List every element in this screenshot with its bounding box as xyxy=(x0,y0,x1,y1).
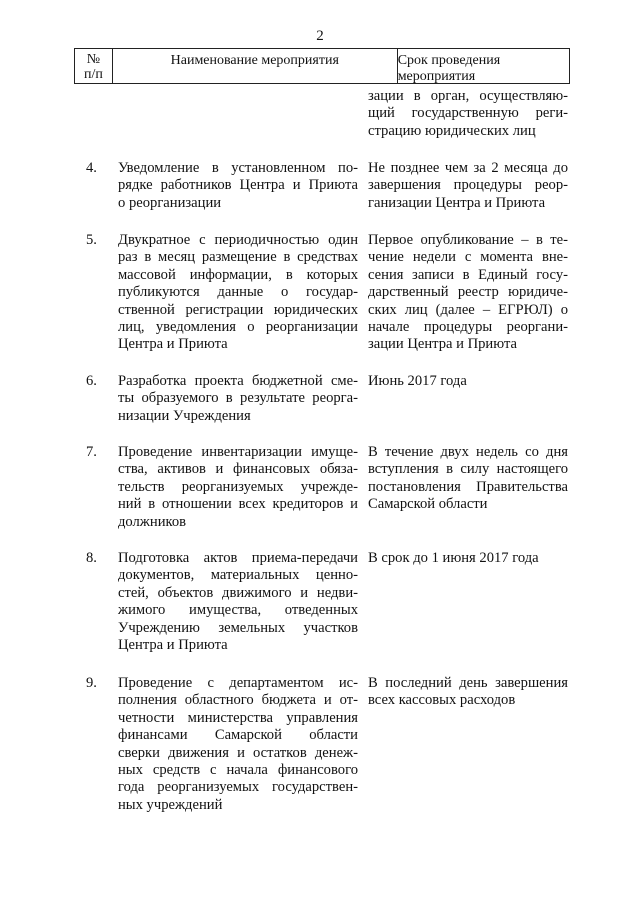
term-line: зации в орган, осуществляю- xyxy=(368,88,568,104)
term-line: чение недели с момента вне- xyxy=(368,249,568,266)
row-number: 7. xyxy=(86,444,97,460)
name-line: Двукратное с периодичностью один xyxy=(118,232,358,248)
name-line: ства, активов и финансовых обяза- xyxy=(118,461,358,478)
header-number-abbr: п/п xyxy=(83,66,103,82)
name-line: ных средств с начала финансового xyxy=(118,762,358,779)
row-number: 8. xyxy=(86,550,97,566)
name-line: низации Учреждения xyxy=(118,407,251,424)
row-name xyxy=(118,550,358,654)
term-line: Не позднее чем за 2 месяца до xyxy=(368,160,568,176)
name-line: лиц, уведомления о реорганизации xyxy=(118,319,358,336)
name-line: Проведение инвентаризации имуще- xyxy=(118,444,358,460)
row-term xyxy=(368,550,568,567)
row-name xyxy=(118,160,358,212)
name-line: стей, объектов движимого и недви- xyxy=(118,584,358,601)
row-name xyxy=(118,675,358,814)
term-line: начале процедуры реоргани- xyxy=(368,319,568,336)
name-line: Центра и Приюта xyxy=(118,637,228,654)
name-line: о реорганизации xyxy=(118,194,222,211)
term-line: В последний день завершения xyxy=(368,675,568,691)
page-number: 2 xyxy=(316,28,324,44)
row-number: 5. xyxy=(86,232,97,248)
row-number: 9. xyxy=(86,675,97,691)
header-number-sign: № xyxy=(86,51,101,67)
term-line: В течение двух недель со дня xyxy=(368,444,568,460)
name-line: Центра и Приюта xyxy=(118,336,228,353)
name-line: полнения областного бюджета и от- xyxy=(118,692,358,709)
row-term xyxy=(368,373,568,390)
name-line: публикуются данные о государ- xyxy=(118,284,358,301)
row-term xyxy=(368,232,568,354)
row-name xyxy=(118,373,358,425)
table-header xyxy=(74,48,570,84)
name-line: четности министерства управления xyxy=(118,709,358,726)
continuation-term xyxy=(368,88,568,140)
term-line: страцию юридических лиц xyxy=(368,122,536,139)
header-term-column: Срок проведения мероприятия xyxy=(397,53,501,84)
name-line: ственной регистрации юридических xyxy=(118,301,358,318)
term-line: Июнь 2017 года xyxy=(368,373,467,389)
name-line: ных учреждений xyxy=(118,796,223,813)
term-line: Первое опубликование – в те- xyxy=(368,232,568,248)
term-line: вступления в силу настоящего xyxy=(368,461,568,478)
term-line: В срок до 1 июня 2017 года xyxy=(368,550,539,566)
header-name-column: Наименование мероприятия xyxy=(113,49,398,83)
name-line: ты образуемого в результате реорга- xyxy=(118,390,358,407)
name-line: раз в месяц размещение в средствах xyxy=(118,249,358,266)
row-term xyxy=(368,675,568,710)
row-number: 4. xyxy=(86,160,97,176)
row-name xyxy=(118,444,358,531)
name-line: массовой информации, в которых xyxy=(118,266,358,283)
name-line: тельств реорганизуемых учрежде- xyxy=(118,478,358,495)
term-line: ских лиц (далее – ЕГРЮЛ) о xyxy=(368,301,568,318)
name-line: Учреждению земельных участков xyxy=(118,619,358,636)
name-line: должников xyxy=(118,513,187,530)
name-line: жимого имущества, отведенных xyxy=(118,602,358,619)
row-term xyxy=(368,444,568,514)
name-line: финансами Самарской области xyxy=(118,727,358,744)
name-line: сверки движения и остатков денеж- xyxy=(118,744,358,761)
term-line: щий государственную реги- xyxy=(368,105,568,122)
term-line: зации Центра и Приюта xyxy=(368,336,517,353)
header-number-column xyxy=(75,49,113,83)
term-line: Самарской области xyxy=(368,496,488,513)
name-line: года реорганизуемых государствен- xyxy=(118,779,358,796)
name-line: рядке работников Центра и Приюта xyxy=(118,177,358,194)
row-term xyxy=(368,160,568,212)
term-line: сения записи в Единый госу- xyxy=(368,266,568,283)
term-line: завершения процедуры реор- xyxy=(368,177,568,194)
name-line: Разработка проекта бюджетной сме- xyxy=(118,373,358,389)
name-line: Уведомление в установленном по- xyxy=(118,160,358,176)
name-line: Проведение с департаментом ис- xyxy=(118,675,358,691)
row-name xyxy=(118,232,358,354)
term-line: всех кассовых расходов xyxy=(368,692,516,709)
name-line: Подготовка актов приема-передачи xyxy=(118,550,358,566)
term-line: ганизации Центра и Приюта xyxy=(368,194,546,211)
name-line: ний в отношении всех кредиторов и xyxy=(118,496,358,513)
name-line: документов, материальных ценно- xyxy=(118,567,358,584)
term-line: постановления Правительства xyxy=(368,478,568,495)
row-number: 6. xyxy=(86,373,97,389)
term-line: дарственный реестр юридиче- xyxy=(368,284,568,301)
